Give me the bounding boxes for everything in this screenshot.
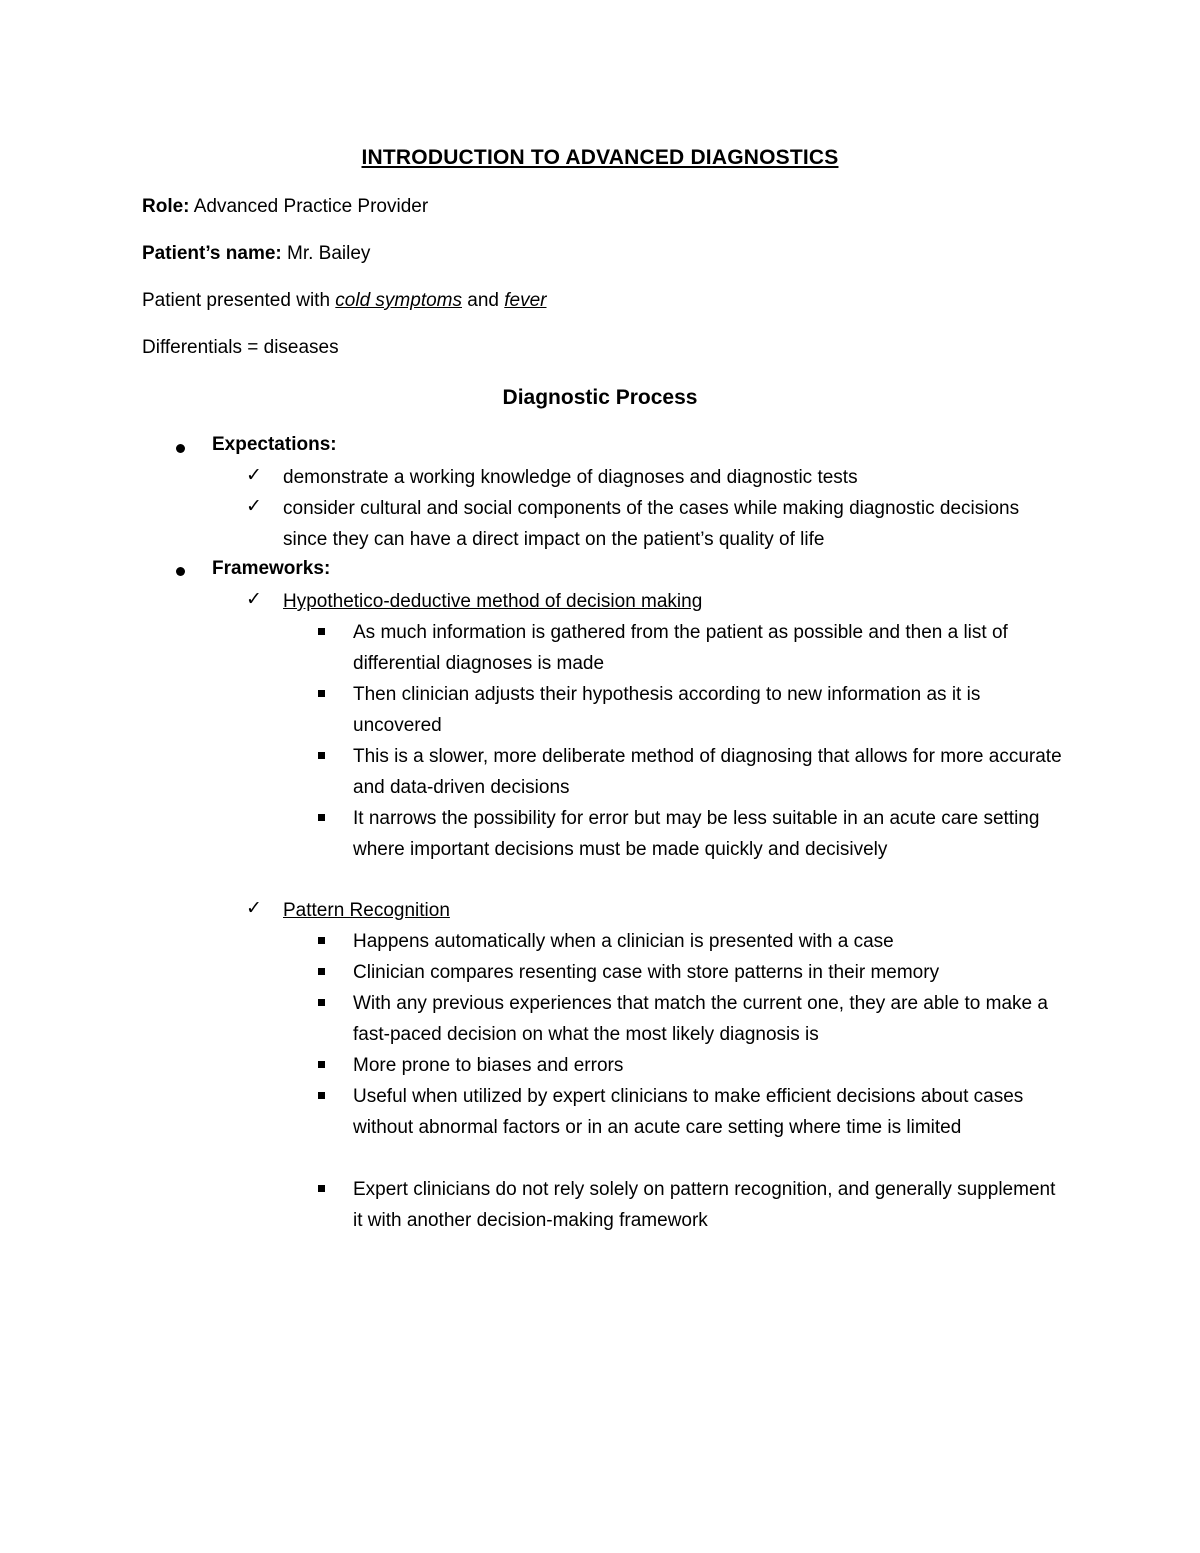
expectations-heading: Expectations:	[212, 434, 337, 455]
patient-name-label: Patient’s name:	[142, 243, 282, 264]
pattern-recognition-heading: Pattern Recognition	[283, 900, 450, 921]
check-mark-icon: ✓	[246, 898, 262, 919]
patient-name-value: Mr. Bailey	[287, 243, 371, 264]
disc-bullet-icon	[176, 567, 185, 576]
role-value: Advanced Practice Provider	[193, 196, 429, 217]
presented-joiner: and	[462, 290, 505, 311]
pattern-point: Clinician compares resenting case with store patterns in their memory	[353, 962, 940, 983]
square-bullet-icon	[318, 1092, 325, 1099]
hypothetico-point: It narrows the possibility for error but may be less suitable in an acute care setting where important decisions must be made quickly and decisively	[353, 808, 1040, 860]
role-label: Role:	[142, 196, 190, 217]
expectation-item: consider cultural and social components of the cases while making diagnostic decisions since they can have a direct impact on the patient’s quality of life	[283, 498, 1020, 550]
hypothetico-deductive-heading: Hypothetico-deductive method of decision making	[283, 591, 703, 612]
square-bullet-icon	[318, 968, 325, 975]
role-line	[142, 196, 428, 218]
square-bullet-icon	[318, 628, 325, 635]
section-title: Diagnostic Process	[502, 386, 698, 409]
square-bullet-icon	[318, 752, 325, 759]
check-mark-icon: ✓	[246, 465, 262, 486]
pattern-point: More prone to biases and errors	[353, 1055, 624, 1076]
hypothetico-point: Then clinician adjusts their hypothesis according to new information as it is uncovered	[353, 684, 981, 736]
disc-bullet-icon	[176, 444, 185, 453]
pattern-point: Useful when utilized by expert clinicians to make efficient decisions about cases without abnormal factors or in an acute care setting where time is limited	[353, 1086, 1024, 1138]
square-bullet-icon	[318, 937, 325, 944]
presented-line	[142, 290, 547, 312]
hypothetico-point: This is a slower, more deliberate method of diagnosing that allows for more accurate and data-driven decisions	[353, 746, 1062, 798]
frameworks-heading: Frameworks:	[212, 558, 331, 579]
symptom-fever: fever	[504, 290, 547, 311]
pattern-point: With any previous experiences that match the current one, they are able to make a fast-paced decision on what the most likely diagnosis is	[353, 993, 1048, 1045]
square-bullet-icon	[318, 814, 325, 821]
pattern-point: Happens automatically when a clinician is presented with a case	[353, 931, 894, 952]
check-mark-icon: ✓	[246, 496, 262, 517]
square-bullet-icon	[318, 999, 325, 1006]
symptom-cold: cold symptoms	[335, 290, 462, 311]
differentials-line: Differentials = diseases	[142, 337, 339, 358]
pattern-point: Expert clinicians do not rely solely on pattern recognition, and generally supplement it with another decision-making framework	[353, 1179, 1056, 1231]
patient-name-line	[142, 243, 370, 265]
square-bullet-icon	[318, 1185, 325, 1192]
hypothetico-point: As much information is gathered from the patient as possible and then a list of differential diagnoses is made	[353, 622, 1008, 674]
presented-prefix: Patient presented with	[142, 290, 336, 311]
square-bullet-icon	[318, 1061, 325, 1068]
expectation-item: demonstrate a working knowledge of diagnoses and diagnostic tests	[283, 467, 858, 488]
square-bullet-icon	[318, 690, 325, 697]
check-mark-icon: ✓	[246, 589, 262, 610]
document-title: INTRODUCTION TO ADVANCED DIAGNOSTICS	[361, 146, 839, 169]
